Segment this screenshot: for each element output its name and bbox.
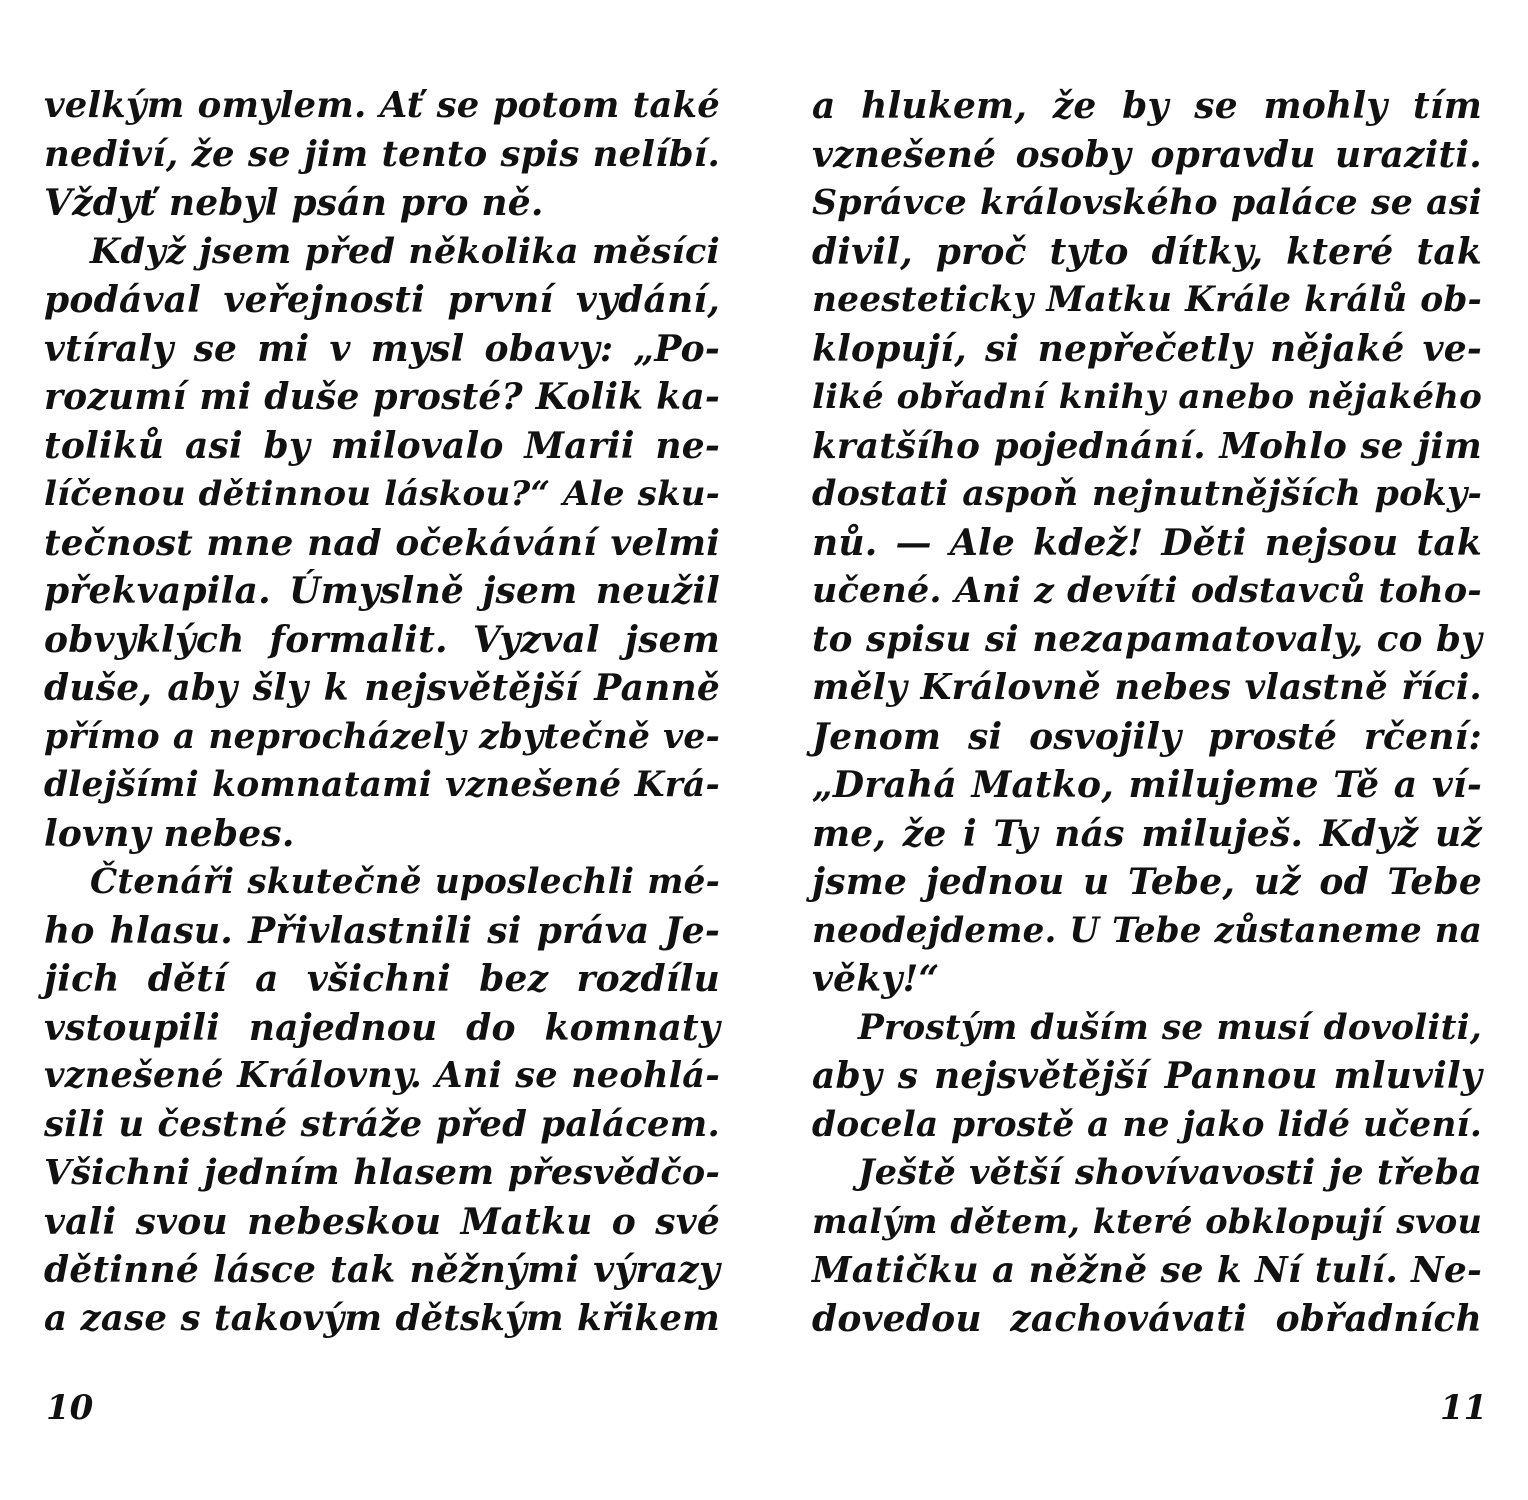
text-line: klopují, si nepřečetly nějaké ve- xyxy=(812,327,1482,370)
text-line: neesteticky Matku Krále králů ob- xyxy=(812,280,1482,320)
text-line: Když jsem před několika měsíci xyxy=(90,230,720,272)
text-line: obvyklých formalit. Vyzval jsem xyxy=(44,618,720,661)
text-line: divil, proč tyto dítky, které tak xyxy=(812,230,1482,273)
text-line: Správce královského paláce se asi xyxy=(812,182,1482,223)
page-number-left: 10 xyxy=(46,1388,94,1428)
text-line: líčenou dětinnou láskou?“ Ale sku- xyxy=(44,474,720,514)
right-text-column xyxy=(812,82,1482,1343)
text-line: přímo a neprocházely zbytečně ve- xyxy=(44,716,720,757)
text-line: velkým omylem. Ať se potom také xyxy=(44,85,720,126)
text-line: kratšího pojednání. Mohlo se jim xyxy=(812,424,1482,467)
right-page xyxy=(764,0,1528,1500)
text-line: liké obřadní knihy anebo nějakého xyxy=(812,377,1482,417)
text-line: Prostým duším se musí dovoliti, xyxy=(858,1007,1482,1048)
text-line: duše, aby šly k nejsvětější Panně xyxy=(44,667,720,709)
text-line: docela prostě a ne jako lidé učení. xyxy=(812,1104,1482,1145)
text-line: vtíraly se mi v mysl obavy: „Po- xyxy=(44,327,720,370)
text-line: podával veřejnosti první vydání, xyxy=(44,279,720,321)
text-line: sili u čestné stráže před palácem. xyxy=(44,1103,720,1145)
text-line: měly Královně nebes vlastně říci. xyxy=(812,667,1482,708)
text-line: me, že i Ty nás miluješ. Když už xyxy=(812,812,1482,855)
text-line: aby s nejsvětější Pannou mluvily xyxy=(812,1055,1482,1097)
text-line: jsme jednou u Tebe, už od Tebe xyxy=(812,861,1482,903)
text-line: Jenom si osvojily prosté rčení: xyxy=(812,715,1482,758)
text-line: dětinné lásce tak něžnými výrazy xyxy=(44,1249,720,1291)
text-line: vstoupili najednou do komnaty xyxy=(44,1006,720,1049)
text-line: Ještě větší shovívavosti je třeba xyxy=(858,1152,1482,1193)
text-line: lovny nebes. xyxy=(44,812,295,855)
text-line: učené. Ani z devíti odstavců toho- xyxy=(812,570,1482,611)
text-line: vznešené osoby opravdu uraziti. xyxy=(812,133,1482,176)
text-line: „Drahá Matko, milujeme Tě a ví- xyxy=(812,764,1482,806)
text-line: neodejdeme. U Tebe zůstaneme na xyxy=(812,910,1482,951)
text-line: Čtenáři skutečně uposlechli mé- xyxy=(90,862,720,902)
text-line: dovedou zachovávati obřadních xyxy=(812,1297,1482,1340)
text-line: Všichni jedním hlasem přesvědčo- xyxy=(44,1152,720,1193)
text-line: tečnost mne nad očekávání velmi xyxy=(44,521,720,564)
text-line: to spisu si nezapamatovaly, co by xyxy=(812,618,1482,660)
text-line: věky!“ xyxy=(812,958,940,1000)
text-line: vznešené Královny. Ani se neohlá- xyxy=(44,1055,720,1096)
text-line: dostati aspoň nejnutnějších poky- xyxy=(812,473,1482,514)
text-line: ho hlasu. Přivlastnili si práva Je- xyxy=(44,909,720,952)
left-text-column xyxy=(44,82,720,1343)
text-line: nů. — Ale kdež! Děti nejsou tak xyxy=(812,521,1482,564)
page-number-right: 11 xyxy=(1440,1388,1488,1428)
text-line: překvapila. Úmyslně jsem neužil xyxy=(44,570,720,612)
text-line: Matičku a něžně se k Ní tulí. Ne- xyxy=(812,1249,1482,1291)
text-line: rozumí mi duše prosté? Kolik ka- xyxy=(44,376,720,418)
text-line: a zase s takovým dětským křikem xyxy=(44,1297,720,1339)
text-line: toliků asi by milovalo Marii ne- xyxy=(44,424,720,467)
text-line: Vždyť nebyl psán pro ně. xyxy=(44,182,544,224)
text-line: dlejšími komnatami vznešené Krá- xyxy=(44,765,720,805)
text-line: vali svou nebeskou Matku o své xyxy=(44,1200,720,1243)
text-line: jich dětí a všichni bez rozdílu xyxy=(44,958,720,1000)
text-line: a hlukem, že by se mohly tím xyxy=(812,85,1482,127)
text-line: malým dětem, které obklopují svou xyxy=(812,1201,1482,1241)
text-line: nediví, že se jim tento spis nelíbí. xyxy=(44,133,720,175)
